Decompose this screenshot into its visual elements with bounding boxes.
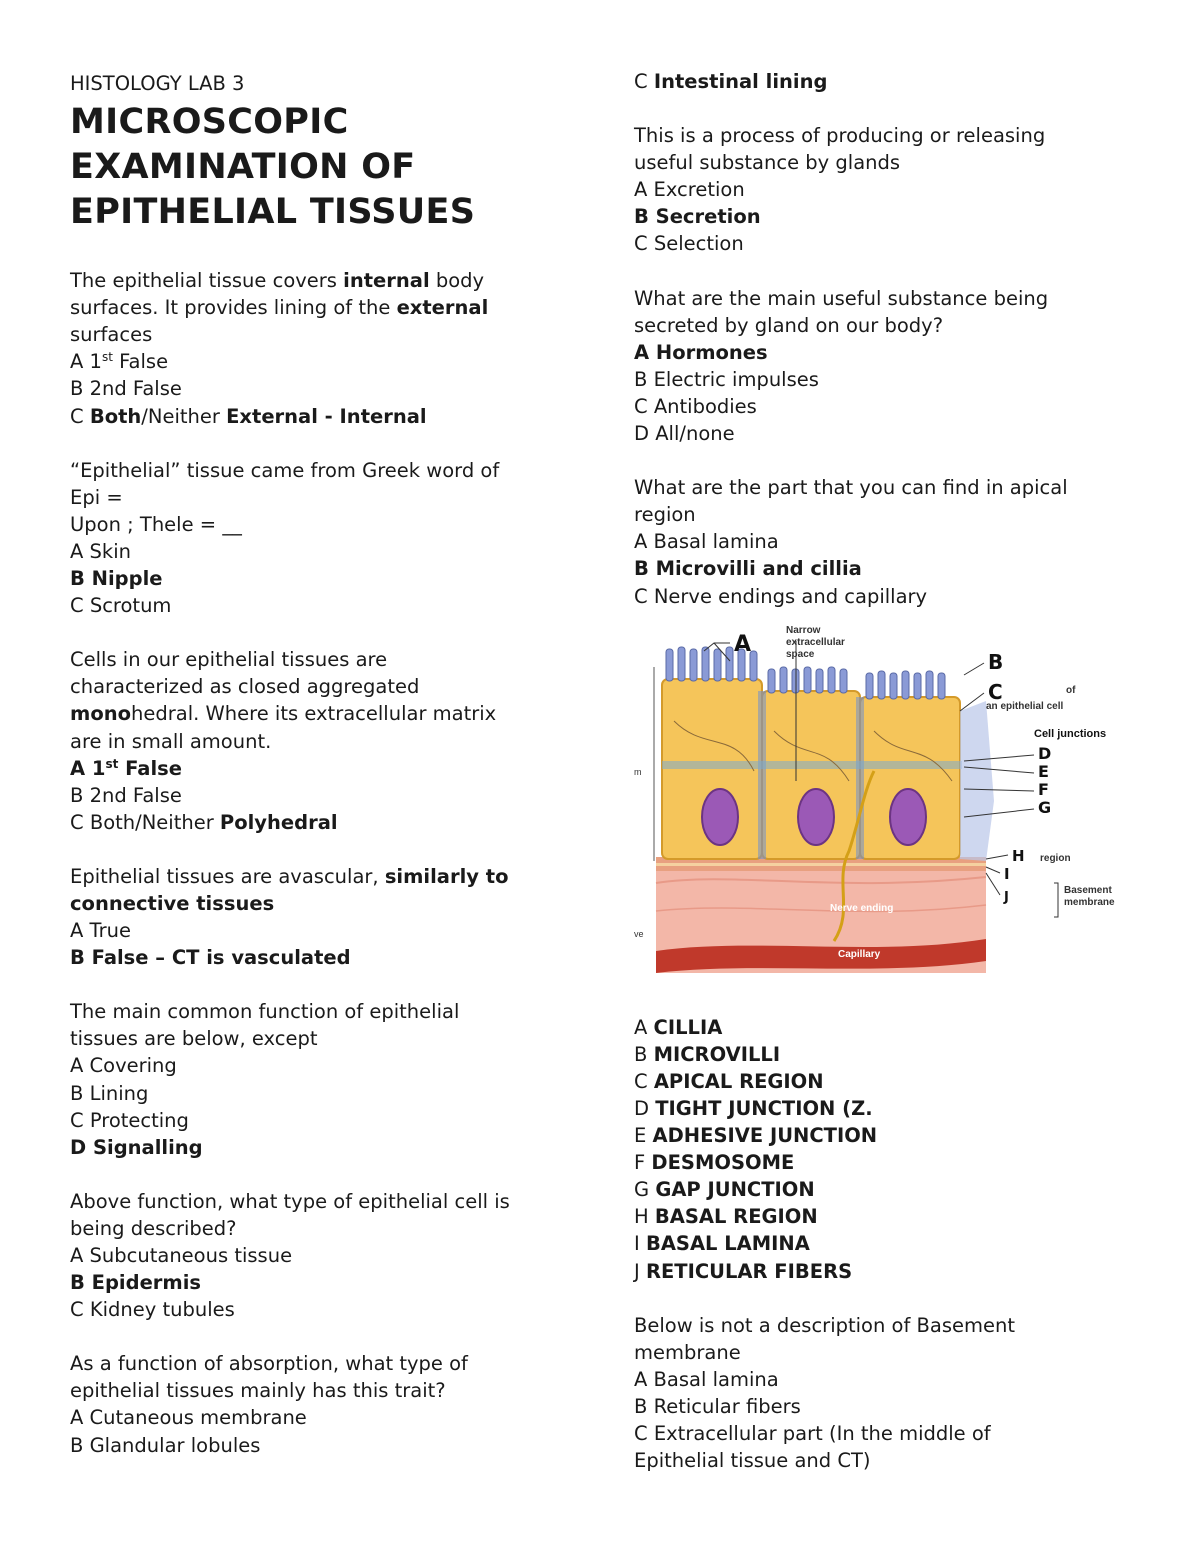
option-a-answer: A 1st False: [70, 756, 182, 780]
epithelial-tissue-diagram: [634, 621, 1124, 977]
option-c-answer: C Intestinal lining: [634, 70, 828, 93]
option-a: A Subcutaneous tissue: [70, 1244, 293, 1267]
diagram-letter-g: G: [1038, 797, 1052, 817]
option-a-answer: A Hormones: [634, 340, 768, 364]
option-b-answer: B Nipple: [70, 567, 163, 591]
diagram-letter-d: D: [1038, 743, 1052, 763]
question-9: [634, 285, 1134, 448]
option-c: C Nerve endings and capillary: [634, 584, 928, 608]
list-item: H BASAL REGION: [634, 1205, 818, 1229]
list-item: D TIGHT JUNCTION (Z.: [634, 1096, 873, 1120]
nucleus: [890, 789, 926, 845]
question-3: [70, 646, 570, 836]
question-text: What are the part that you can find in apical: [634, 476, 1068, 500]
diagram-letter-h: H: [1012, 846, 1025, 865]
question-text: region: [634, 503, 696, 527]
question-5: [70, 998, 570, 1161]
question-text: The epithelial tissue covers: [70, 269, 344, 293]
list-item: F DESMOSOME: [634, 1151, 795, 1175]
question-text: characterized as closed aggregated: [70, 675, 420, 699]
page-title: [70, 100, 570, 235]
question-10: [634, 474, 1134, 609]
right-column: [634, 68, 1134, 1474]
option-a: A Excretion: [634, 178, 745, 202]
option-c: C Both/Neither Polyhedral: [70, 810, 338, 834]
option-b: B Reticular fibers: [634, 1394, 801, 1418]
question-text: membrane: [634, 1340, 741, 1364]
label-m: m: [634, 766, 642, 777]
question-text: Epithelial tissues are avascular,: [70, 864, 385, 888]
label-ve: ve: [634, 928, 644, 939]
title-line: MICROSCOPIC: [70, 102, 349, 143]
label-cell-junctions: Cell junctions: [1034, 727, 1107, 740]
question-text: tissues are below, except: [70, 1027, 318, 1051]
list-item: G GAP JUNCTION: [634, 1178, 815, 1202]
question-11: [634, 1312, 1134, 1475]
option-a: A Basal lamina: [634, 530, 779, 554]
question-text: Below is not a description of Basement: [634, 1313, 1016, 1337]
option-a: A True: [70, 919, 131, 943]
option-a: A Covering: [70, 1054, 177, 1078]
question-text: epithelial tissues mainly has this trait?: [70, 1379, 446, 1403]
left-column: [70, 68, 570, 1486]
label-basement: Basement: [1064, 884, 1112, 896]
question-text: Above function, what type of epithelial cell is: [70, 1189, 510, 1213]
option-c: C Kidney tubules: [70, 1298, 235, 1322]
emphasis: mono: [70, 702, 131, 726]
question-text: What are the main useful substance being: [634, 286, 1049, 310]
list-item: A CILLIA: [634, 1015, 723, 1039]
diagram-labels-list: [634, 1014, 1134, 1285]
question-text: body: [429, 269, 485, 293]
option-b: B 2nd False: [70, 377, 182, 401]
option-a: A Skin: [70, 539, 131, 563]
question-text: Epi =: [70, 485, 123, 509]
option-a: A Basal lamina: [634, 1367, 779, 1391]
question-text: useful substance by glands: [634, 151, 901, 175]
list-item: E ADHESIVE JUNCTION: [634, 1124, 878, 1148]
question-8: [634, 122, 1134, 257]
option-b-answer: B Secretion: [634, 205, 761, 229]
question-text: The main common function of epithelial: [70, 1000, 460, 1024]
question-7-continued: [634, 68, 1134, 95]
option-c: C Selection: [634, 232, 744, 256]
list-item: J RETICULAR FIBERS: [634, 1259, 853, 1283]
label-extracellular: extracellular: [786, 636, 845, 648]
list-item: I BASAL LAMINA: [634, 1232, 810, 1256]
question-text: This is a process of producing or releasing: [634, 124, 1046, 148]
question-text: secreted by gland on our body?: [634, 313, 944, 337]
question-text: being described?: [70, 1216, 237, 1240]
question-text: surfaces: [70, 323, 153, 347]
list-item: B MICROVILLI: [634, 1042, 781, 1066]
question-text: surfaces. It provides lining of the: [70, 296, 397, 320]
question-text: As a function of absorption, what type of: [70, 1352, 468, 1376]
diagram-letter-i: I: [1004, 864, 1010, 883]
diagram-letter-b: B: [988, 649, 1004, 674]
question-text: “Epithelial” tissue came from Greek word of: [70, 458, 500, 482]
question-text: hedral. Where its extracellular matrix: [131, 702, 497, 726]
option-b: B 2nd False: [70, 783, 182, 807]
question-text: Cells in our epithelial tissues are: [70, 648, 388, 672]
question-1: [70, 267, 570, 430]
label-region: region: [1040, 852, 1071, 864]
option-c: C Both/Neither External - Internal: [70, 404, 427, 428]
label-space: space: [786, 648, 815, 660]
option-c: C Antibodies: [634, 394, 757, 418]
label-nerve-ending: Nerve ending: [830, 902, 894, 914]
emphasis: similarly to: [384, 864, 509, 888]
list-item: C APICAL REGION: [634, 1069, 824, 1093]
label-epithelial-cell: an epithelial cell: [986, 700, 1064, 712]
label-of: of: [1066, 684, 1076, 696]
question-text: are in small amount.: [70, 729, 272, 753]
option-c: Epithelial tissue and CT): [634, 1449, 871, 1473]
diagram-letter-a: A: [734, 631, 752, 657]
option-b-answer: B Epidermis: [70, 1271, 202, 1295]
option-c: C Extracellular part (In the middle of: [634, 1422, 991, 1445]
emphasis: external: [396, 296, 489, 320]
question-7: [70, 1350, 570, 1458]
option-b: B Lining: [70, 1081, 149, 1105]
diagram-letter-e: E: [1038, 761, 1049, 781]
diagram-letter-c: C: [988, 679, 1003, 704]
option-d-answer: D Signalling: [70, 1135, 203, 1159]
option-b-answer: B False – CT is vasculated: [70, 946, 351, 970]
option-b-answer: B Microvilli and cillia: [634, 557, 862, 581]
title-line: EXAMINATION OF: [70, 147, 416, 188]
nucleus: [702, 789, 738, 845]
label-membrane: membrane: [1064, 896, 1115, 908]
option-b: B Glandular lobules: [70, 1433, 261, 1457]
emphasis: connective tissues: [70, 891, 275, 915]
emphasis: internal: [343, 269, 430, 293]
question-text: Upon ; Thele = __: [70, 512, 242, 536]
option-a: A 1st False: [70, 350, 169, 374]
option-a: A Cutaneous membrane: [70, 1406, 307, 1430]
question-6: [70, 1188, 570, 1323]
option-c: C Scrotum: [70, 594, 172, 618]
label-capillary: Capillary: [838, 948, 881, 960]
lab-subtitle: HISTOLOGY LAB 3: [70, 72, 245, 95]
label-narrow: Narrow: [786, 624, 821, 636]
question-4: [70, 863, 570, 971]
option-d: D All/none: [634, 422, 735, 446]
option-b: B Electric impulses: [634, 367, 819, 391]
diagram-letter-j: J: [1004, 889, 1009, 905]
title-line: EPITHELIAL TISSUES: [70, 192, 476, 233]
nucleus: [798, 789, 834, 845]
question-2: [70, 457, 570, 620]
diagram-letter-f: F: [1038, 779, 1049, 799]
option-c: C Protecting: [70, 1108, 189, 1132]
